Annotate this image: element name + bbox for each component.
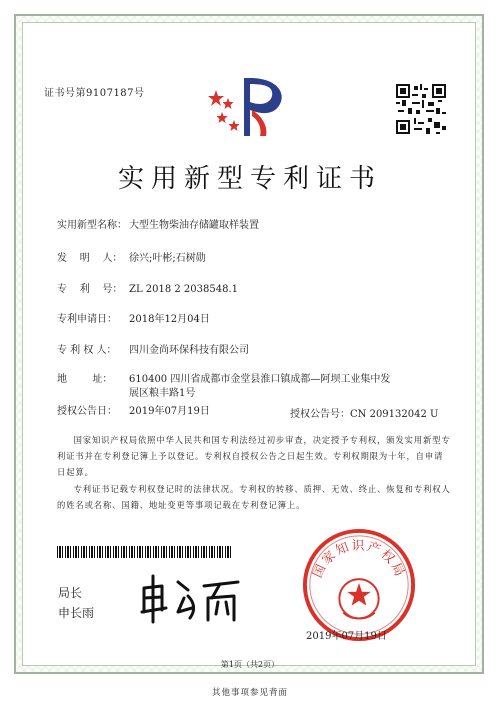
director-title: 局长 xyxy=(58,586,83,600)
field-value: 2019年07月19日 xyxy=(129,406,210,417)
field-value: 2018年12月04日 xyxy=(129,314,210,325)
field-address xyxy=(57,373,129,387)
certificate-number: 证书号第9107187号 xyxy=(44,88,145,99)
field-value: 大型生物柴油存储罐取样装置 xyxy=(129,220,259,231)
address-value: 610400 四川省成都市金堂县淮口镇成都—阿坝工业集中发展区粮丰路1号 xyxy=(129,374,391,399)
seal-date: 2019年07月19日 xyxy=(306,631,387,642)
field-label: 专 利 权 人： xyxy=(57,345,117,356)
field-value: 徐兴;叶彬;石树勋 xyxy=(129,253,206,264)
field-label: 授权公告号： xyxy=(290,409,350,420)
field-label: 发 明 人： xyxy=(57,253,123,264)
body-paragraph: 国家知识产权局依照中华人民共和国专利法经过初步审查，决定授予专利权，颁发实用新型专利证书并在专利登记簿上予以登记。专利权自授权公告之日起生效。专利权期限为十年，自申请日起算。 xyxy=(57,435,451,477)
field-label: 实用新型名称： xyxy=(57,220,127,231)
footer-note: 其他事项参见背面 xyxy=(211,688,288,698)
field-application-date xyxy=(57,313,210,327)
director-signature-icon xyxy=(138,568,258,628)
field-utility-model-name xyxy=(57,219,259,233)
field-value: ZL 2018 2 2038548.1 xyxy=(129,284,239,295)
field-patentee xyxy=(57,344,249,358)
field-patent-number xyxy=(57,283,238,297)
certificate-title: 实用新型专利证书 xyxy=(117,164,382,194)
seal-text: 国家知识产权局 xyxy=(310,538,408,581)
cnipa-logo-icon xyxy=(206,70,290,142)
field-inventors xyxy=(57,252,206,266)
barcode-icon xyxy=(57,546,233,558)
field-label: 地 址： xyxy=(57,374,113,385)
body-paragraph: 专利证书记载专利权登记时的法律状况。专利权的转移、质押、无效、终止、恢复和专利权人的姓名或名称、国籍、地址变更等事项记载在专利登记簿上。 xyxy=(57,484,451,510)
director-name: 申长雨 xyxy=(58,606,95,620)
field-publication-date xyxy=(57,405,210,419)
field-value: CN 209132042 U xyxy=(350,409,439,420)
field-publication-number xyxy=(290,405,438,420)
qr-code-icon xyxy=(396,84,446,134)
field-label: 专利申请日： xyxy=(57,314,117,325)
field-value: 四川金尚环保科技有限公司 xyxy=(129,345,249,356)
field-label: 专 利 号： xyxy=(57,284,123,295)
field-label: 授权公告日： xyxy=(57,406,117,417)
page-indicator: 第1页（共2页） xyxy=(220,660,280,669)
